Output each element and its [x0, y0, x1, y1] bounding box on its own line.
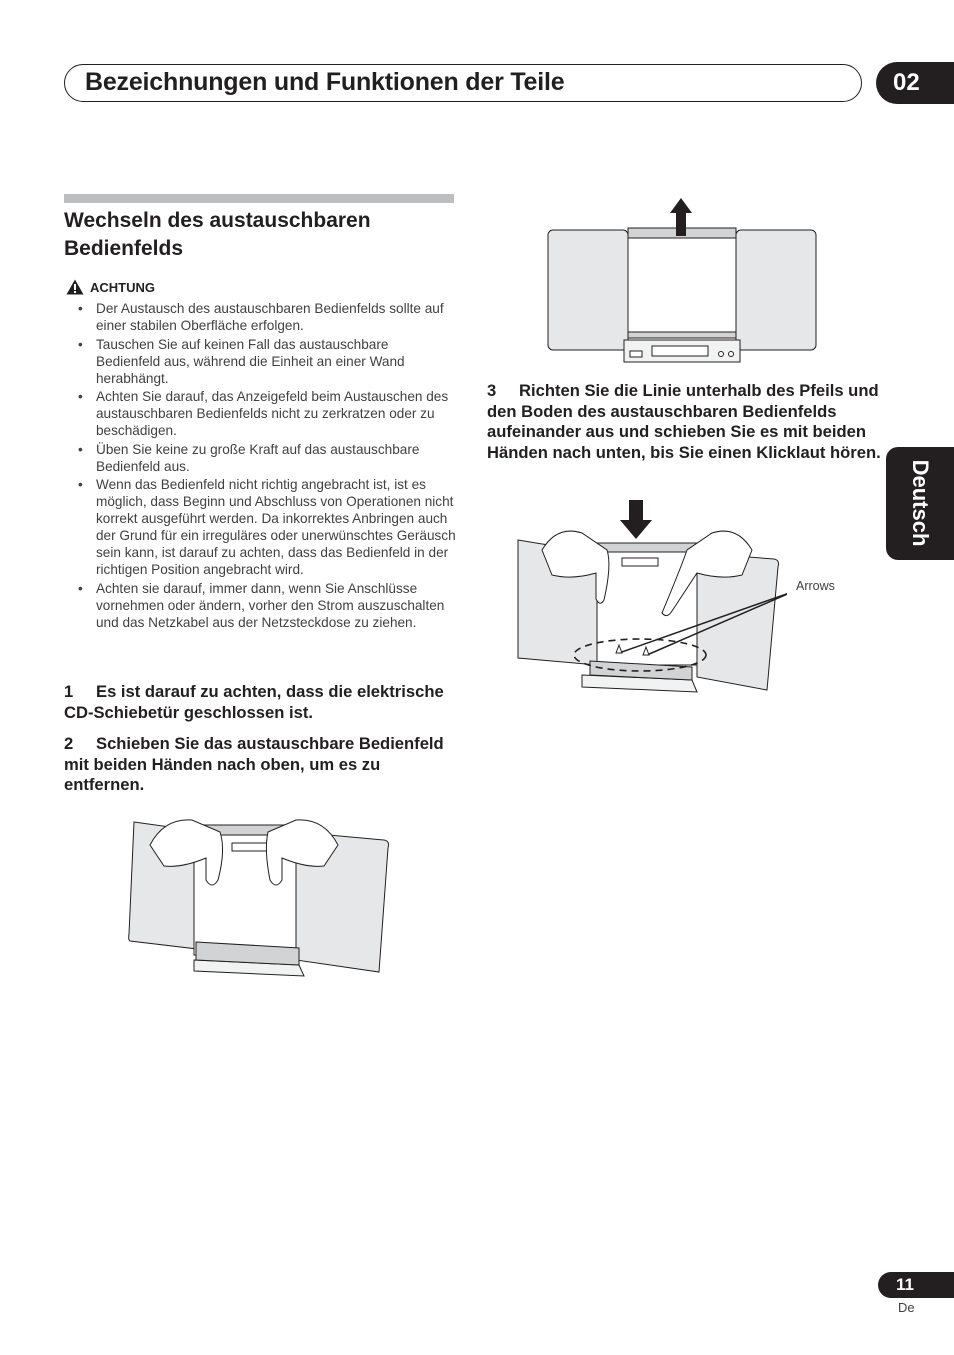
step-text: Es ist darauf zu achten, dass die elektrische CD-Schiebetür geschlossen ist.: [64, 682, 444, 722]
language-tab: [886, 447, 954, 560]
figure-panel-remove: [124, 810, 394, 980]
section-divider: [64, 194, 454, 203]
step-3: [487, 381, 887, 463]
warning-icon: [66, 279, 84, 295]
caution-item: • Üben Sie keine zu große Kraft auf das austauschbare Bedienfeld aus.: [64, 441, 456, 475]
step-number: 2: [64, 734, 74, 753]
page-title: Bezeichnungen und Funktionen der Teile: [85, 68, 565, 96]
page-number: 11: [878, 1272, 954, 1298]
arrows-callout-label: Arrows: [796, 579, 835, 593]
caution-item: • Wenn das Bedienfeld nicht richtig angebracht ist, ist es möglich, dass Beginn und Abschluss von Operationen nicht korrekt ausgeführt werden. Da inkorrektes Anbringen auch der Grund für ein irreguläres oder unerwünschtes Geräusch sein kann, ist darauf zu achten, dass das Bedienfeld in der richtigen Position angebracht wird.: [64, 476, 456, 578]
caution-item: • Achten sie darauf, immer dann, wenn Sie Anschlüsse vornehmen oder ändern, vorher den Strom auszuschalten und das Netzkabel aus der Netzsteckdose zu ziehen.: [64, 580, 456, 631]
figure-panel-attach: [512, 495, 787, 695]
step-2: [64, 734, 456, 796]
step-text: Richten Sie die Linie unterhalb des Pfeils und den Boden des austauschbaren Bedienfelds aufeinander aus und schieben Sie es mit beiden Händen nach unten, bis Sie einen Klicklaut hören.: [487, 381, 881, 462]
figure-panel-front-view: [540, 195, 820, 365]
caution-heading: [66, 279, 155, 295]
caution-item: • Der Austausch des austauschbaren Bedienfelds sollte auf einer stabilen Oberfläche erfolgen.: [64, 300, 456, 334]
step-text: Schieben Sie das austauschbare Bedienfeld mit beiden Händen nach oben, um es zu entfernen.: [64, 734, 444, 794]
chapter-header: [64, 64, 862, 102]
section-title: Wechseln des austauschbaren Bedienfelds: [64, 209, 371, 260]
step-number: 1: [64, 682, 74, 701]
step-number: 3: [487, 381, 497, 400]
caution-item: • Achten Sie darauf, das Anzeigefeld beim Austauschen des austauschbaren Bedienfelds nicht zu zerkratzen oder zu beschädigen.: [64, 388, 456, 439]
step-1: [64, 682, 456, 723]
caution-list: [64, 300, 456, 632]
caution-label: ACHTUNG: [90, 279, 155, 295]
chapter-number-badge: 02: [876, 62, 954, 104]
page-language-code: De: [898, 1300, 915, 1315]
language-tab-label: Deutsch: [908, 459, 933, 547]
caution-item: • Tauschen Sie auf keinen Fall das austauschbare Bedienfeld aus, während die Einheit an einer Wand herabhängt.: [64, 336, 456, 387]
